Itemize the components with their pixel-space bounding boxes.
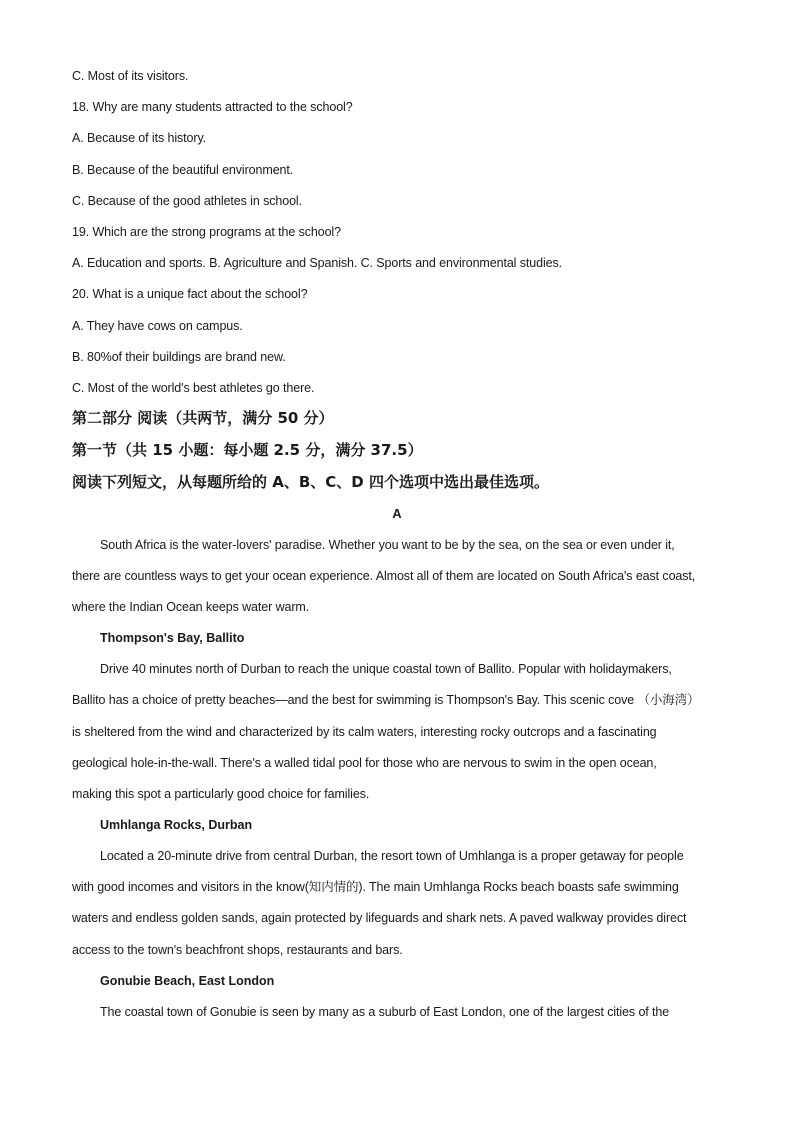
umhlanga-line: access to the town's beachfront shops, restaurants and bars. <box>72 943 403 957</box>
thompson-line: is sheltered from the wind and characterized by its calm waters, interesting rocky outcrops and a fascinating <box>72 725 657 739</box>
umhlanga-line: waters and endless golden sands, again protected by lifeguards and shark nets. A paved walkway provides direct <box>72 911 687 925</box>
question-20: 20. What is a unique fact about the school? <box>72 287 308 301</box>
gonubie-line: The coastal town of Gonubie is seen by many as a suburb of East London, one of the largest cities of the <box>100 1005 670 1019</box>
question-options-19: A. Education and sports. B. Agriculture and Spanish. C. Sports and environmental studies. <box>72 256 562 270</box>
passage-intro-line: where the Indian Ocean keeps water warm. <box>72 600 310 614</box>
thompson-line: making this spot a particularly good choice for families. <box>72 787 370 801</box>
gonubie-heading: Gonubie Beach, East London <box>100 974 275 988</box>
question-option-20c: C. Most of the world's best athletes go there. <box>72 381 315 395</box>
passage-intro-line: South Africa is the water-lovers' paradise. Whether you want to be by the sea, on the sea or even under it, <box>100 538 675 552</box>
thompson-heading: Thompson's Bay, Ballito <box>100 631 245 645</box>
thompson-line: Drive 40 minutes north of Durban to reach the unique coastal town of Ballito. Popular with holidaymakers, <box>100 662 672 676</box>
umhlanga-heading: Umhlanga Rocks, Durban <box>100 818 253 832</box>
section-sub-title: 第一节（共 15 小题：每小题 2.5 分，满分 37.5） <box>72 441 423 459</box>
section-part-title: 第二部分 阅读（共两节，满分 50 分） <box>72 409 334 427</box>
thompson-line: Ballito has a choice of pretty beaches—and the best for swimming is Thompson's Bay. This scenic cove （小海湾） <box>72 693 700 707</box>
question-option-18c: C. Because of the good athletes in school. <box>72 194 302 208</box>
question-option-20a: A. They have cows on campus. <box>72 319 243 333</box>
question-option-20b: B. 80%of their buildings are brand new. <box>72 350 286 364</box>
question-option-18a: A. Because of its history. <box>72 131 207 145</box>
passage-label: A <box>392 506 402 521</box>
passage-intro-line: there are countless ways to get your ocean experience. Almost all of them are located on South Africa's east coast, <box>72 569 696 583</box>
question-option-18b: B. Because of the beautiful environment. <box>72 163 294 177</box>
thompson-line: geological hole-in-the-wall. There's a walled tidal pool for those who are nervous to swim in the open ocean, <box>72 756 657 770</box>
question-option-17c: C. Most of its visitors. <box>72 69 189 83</box>
question-18: 18. Why are many students attracted to the school? <box>72 100 353 114</box>
umhlanga-line: Located a 20-minute drive from central Durban, the resort town of Umhlanga is a proper getaway for people <box>100 849 684 863</box>
question-19: 19. Which are the strong programs at the school? <box>72 225 341 239</box>
umhlanga-line: with good incomes and visitors in the know(知内情的). The main Umhlanga Rocks beach boasts safe swimming <box>72 880 679 894</box>
section-instruction: 阅读下列短文，从每题所给的 A、B、C、D 四个选项中选出最佳选项。 <box>72 473 549 491</box>
